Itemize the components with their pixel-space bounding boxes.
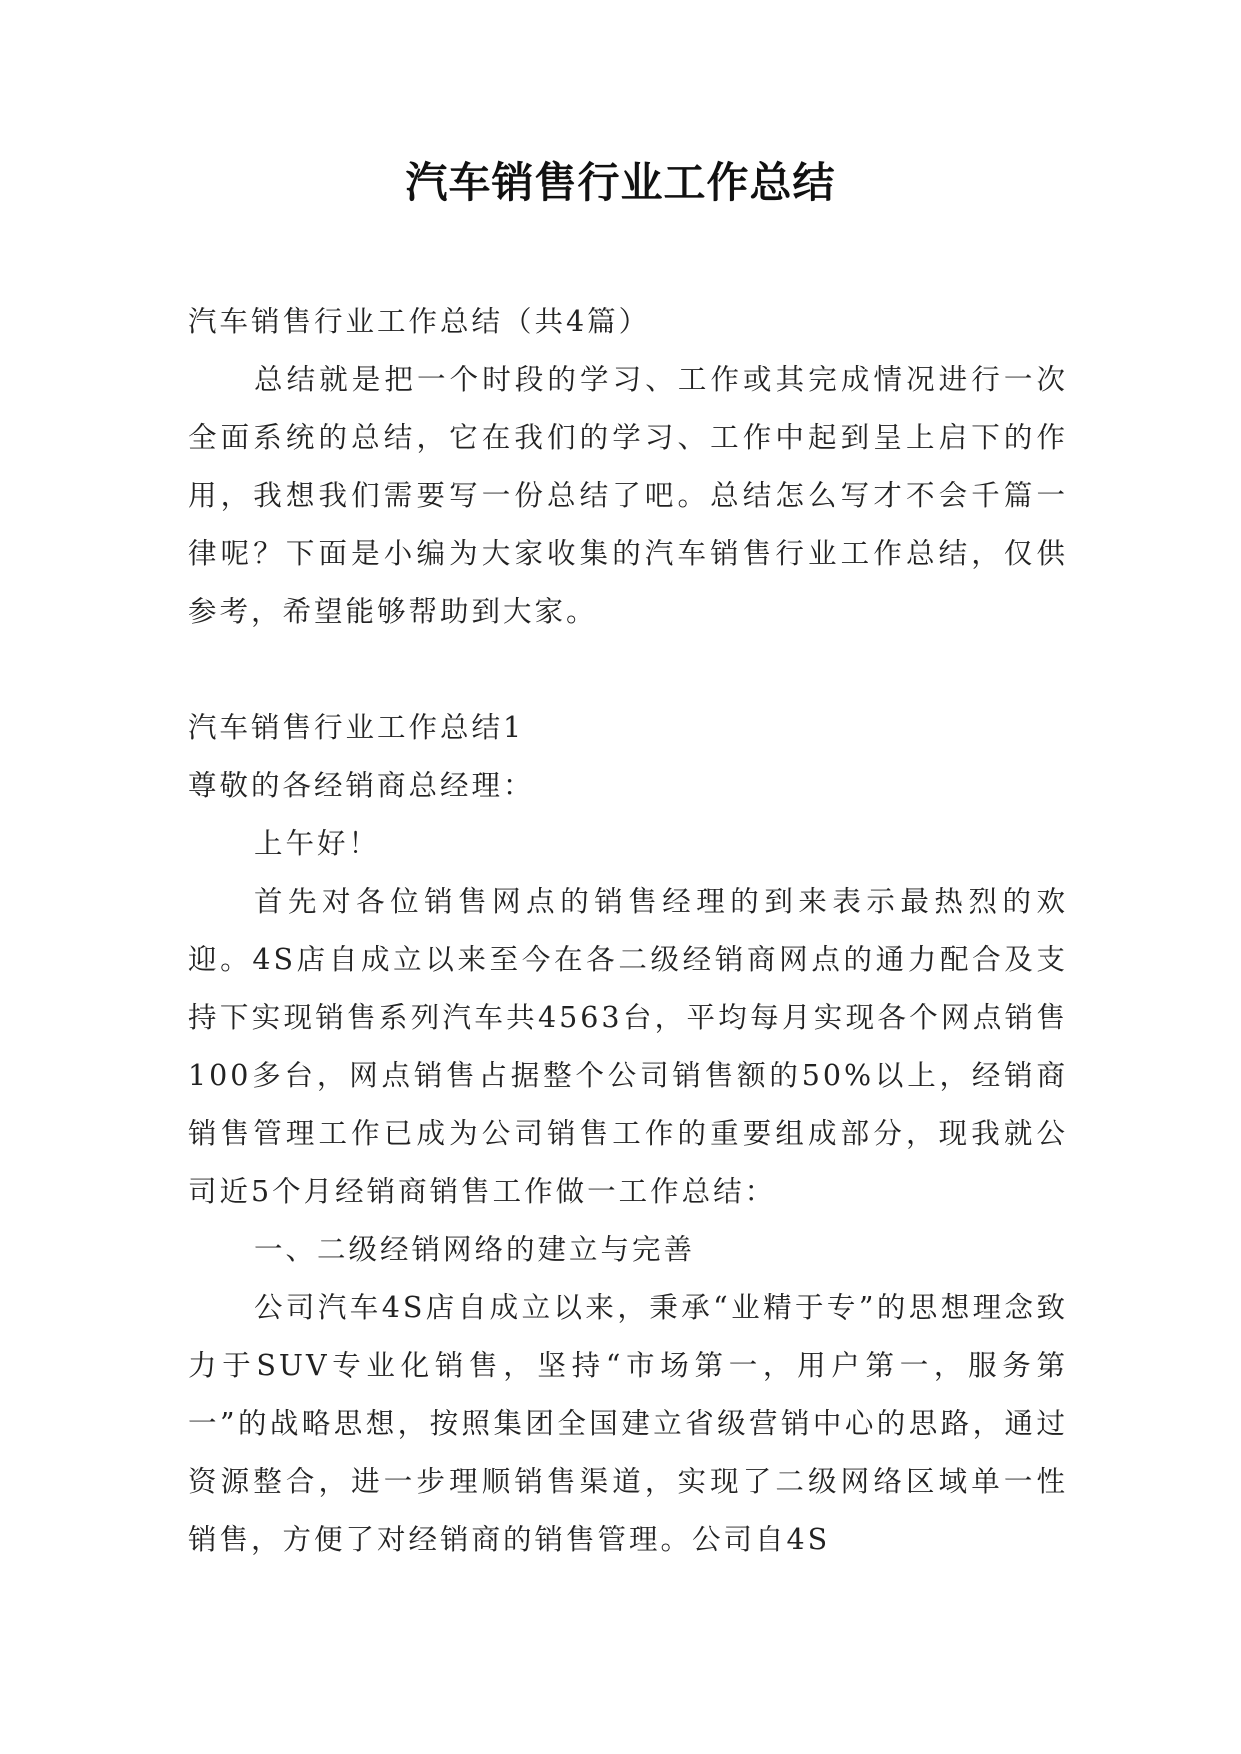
document-subtitle: 汽车销售行业工作总结（共4篇） <box>188 305 651 338</box>
body-paragraph-2: 公司汽车4S店自成立以来，秉承“业精于专”的思想理念致力于SUV专业化销售，坚持“市场第一，用户第一，服务第一”的战略思想，按照集团全国建立省级营销中心的思路，通过资源整合，进一步理顺销售渠道，实现了二级网络区域单一性销售，方便了对经销商的销售管理。公司自4S <box>188 1291 1068 1556</box>
salutation: 尊敬的各经销商总经理： <box>188 769 535 802</box>
intro-paragraph: 总结就是把一个时段的学习、工作或其完成情况进行一次全面系统的总结，它在我们的学习、工作中起到呈上启下的作用，我想我们需要写一份总结了吧。总结怎么写才不会千篇一律呢？下面是小编为大家收集的汽车销售行业工作总结，仅供参考，希望能够帮助到大家。 <box>188 363 1068 628</box>
section-heading: 汽车销售行业工作总结1 <box>188 711 525 744</box>
document-title: 汽车销售行业工作总结 <box>405 158 836 207</box>
document-body <box>188 293 1068 1569</box>
paragraph-spacer <box>188 641 1068 699</box>
greeting: 上午好！ <box>254 827 381 860</box>
body-paragraph-1: 首先对各位销售网点的销售经理的到来表示最热烈的欢迎。4S店自成立以来至今在各二级经销商网点的通力配合及支持下实现销售系列汽车共4563台，平均每月实现各个网点销售100多台，网点销售占据整个公司销售额的50%以上，经销商销售管理工作已成为公司销售工作的重要组成部分，现我就公司近5个月经销商销售工作做一工作总结： <box>188 885 1068 1208</box>
point-heading: 一、二级经销网络的建立与完善 <box>254 1233 696 1266</box>
